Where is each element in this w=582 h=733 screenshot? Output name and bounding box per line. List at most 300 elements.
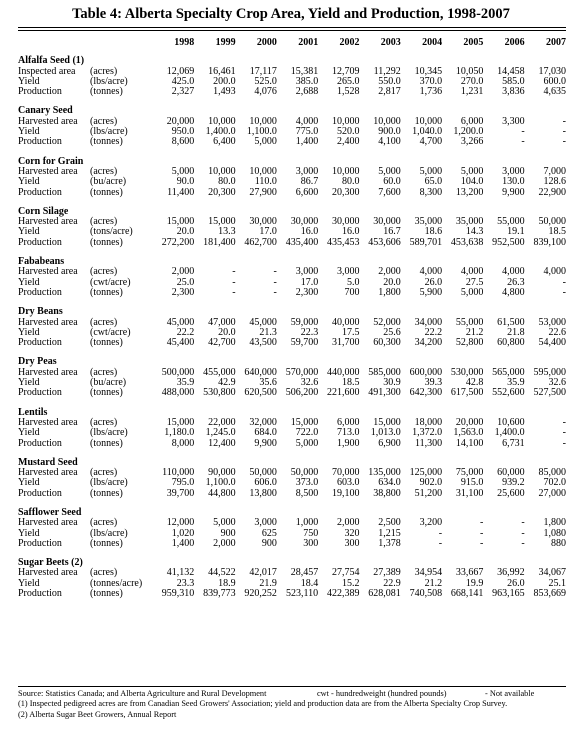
data-cell: 12,709 (331, 65, 360, 77)
data-cell: 20,000 (166, 115, 195, 127)
data-cell: 18.6 (424, 226, 443, 238)
section-spacer (18, 97, 566, 104)
data-cell: 4,076 (254, 86, 277, 98)
data-cell: 13,200 (455, 186, 484, 198)
data-cell: 453,606 (368, 236, 401, 248)
row-unit: (lbs/acre) (90, 527, 128, 539)
row-label: Yield (18, 226, 40, 238)
data-cell: 12,069 (166, 65, 195, 77)
header-blank (90, 35, 153, 54)
data-cell: 527,500 (533, 387, 566, 399)
data-cell: - (232, 286, 236, 298)
data-cell: 125,000 (409, 467, 443, 479)
row-label: Yield (18, 577, 40, 589)
data-cell: 50,000 (249, 467, 277, 479)
data-cell: - (438, 537, 443, 549)
data-cell: 12,400 (208, 437, 236, 449)
data-cell: 110,000 (162, 467, 195, 479)
data-cell: 2,000 (336, 517, 360, 529)
data-cell: 900 (261, 537, 277, 549)
row-label: Production (18, 387, 62, 399)
data-cell: 740,508 (409, 588, 443, 600)
row-label: Harvested area (18, 115, 78, 127)
data-cell: 491,300 (368, 387, 401, 399)
data-cell: 55,000 (455, 316, 484, 328)
data-cell: - (562, 115, 566, 127)
data-cell: 1,400.0 (205, 126, 236, 138)
data-cell: 52,800 (455, 337, 484, 349)
data-cell: 963,165 (492, 588, 525, 600)
data-cell: 20,300 (331, 186, 360, 198)
crop-name: Corn for Grain (18, 155, 84, 167)
data-cell: 34,200 (414, 337, 443, 349)
data-cell: 1,400 (295, 136, 319, 148)
row-unit: (acres) (90, 216, 118, 228)
data-cell: 603.0 (336, 477, 360, 489)
row-label: Harvested area (18, 266, 78, 278)
data-cell: 32.6 (300, 377, 319, 389)
data-cell: 30,000 (331, 216, 360, 228)
spacer-cell (18, 97, 566, 104)
row-label: Yield (18, 377, 40, 389)
data-cell: 702.0 (543, 477, 566, 489)
crop-name: Dry Beans (18, 306, 63, 318)
data-cell: 1,040.0 (412, 126, 443, 138)
data-cell: 20.0 (218, 326, 236, 338)
row-unit: (tonnes) (90, 537, 123, 549)
data-cell: 16,461 (208, 65, 236, 77)
year-header-2001: 2001 (298, 37, 319, 48)
data-cell: 42,700 (208, 337, 236, 349)
data-cell: - (562, 276, 566, 288)
row-unit: (acres) (90, 266, 118, 278)
crop-name: Mustard Seed (18, 456, 78, 468)
data-cell: - (562, 437, 566, 449)
row-unit: (tonnes) (90, 136, 123, 148)
data-cell: 585,000 (368, 366, 401, 378)
data-cell: 775.0 (295, 126, 319, 138)
row-label: Harvested area (18, 467, 78, 479)
data-cell: 70,000 (331, 467, 360, 479)
data-cell: 525.0 (254, 75, 277, 87)
data-cell: 44,800 (208, 487, 236, 499)
data-cell: 200.0 (213, 75, 236, 87)
crop-name: Sugar Beets (2) (18, 557, 83, 569)
row-label: Yield (18, 176, 40, 188)
data-cell: 839,773 (203, 588, 236, 600)
row-label: Harvested area (18, 517, 78, 529)
table-row (18, 137, 566, 147)
year-header-1999: 1999 (215, 37, 236, 48)
row-unit: (acres) (90, 416, 118, 428)
data-cell: 1,245.0 (205, 427, 236, 439)
data-cell: 4,100 (378, 136, 401, 148)
year-header-2007: 2007 (546, 37, 566, 48)
data-cell: 1,400.0 (494, 427, 525, 439)
data-cell: 3,836 (502, 86, 525, 98)
data-cell: 34,067 (538, 567, 566, 579)
crop-data-table (18, 35, 566, 599)
row-label: Production (18, 236, 62, 248)
data-cell: 684.0 (254, 427, 277, 439)
data-cell: 27.5 (465, 276, 484, 288)
data-cell: 370.0 (419, 75, 443, 87)
data-cell: 65.0 (424, 176, 443, 188)
data-cell: 750 (303, 527, 319, 539)
data-cell: 300 (344, 537, 360, 549)
data-cell: 853,669 (533, 588, 566, 600)
data-cell: 10,000 (249, 115, 277, 127)
data-cell: 10,000 (249, 165, 277, 177)
data-cell: 1,493 (213, 86, 236, 98)
data-cell: 272,200 (161, 236, 195, 248)
data-cell: 320 (344, 527, 360, 539)
data-cell: 2,688 (295, 86, 319, 98)
data-cell: 1,736 (419, 86, 443, 98)
row-unit: (tonnes) (90, 86, 123, 98)
data-cell: - (562, 416, 566, 428)
data-cell: 10,000 (414, 115, 443, 127)
data-cell: 60.0 (383, 176, 401, 188)
row-unit: (tonnes) (90, 387, 123, 399)
data-cell: 35.9 (507, 377, 525, 389)
row-label: Production (18, 437, 62, 449)
data-cell: - (480, 517, 484, 529)
data-cell: - (521, 517, 525, 529)
data-cell: 8,000 (171, 437, 195, 449)
data-cell: 40,000 (331, 316, 360, 328)
data-cell: 10,345 (414, 65, 443, 77)
data-cell: 570,000 (285, 366, 319, 378)
data-cell: 25.0 (176, 276, 195, 288)
data-cell: 15,000 (166, 416, 195, 428)
data-cell: 59,000 (290, 316, 319, 328)
crop-name: Corn Silage (18, 205, 69, 217)
data-cell: 10,000 (373, 115, 401, 127)
data-cell: 21.3 (259, 326, 277, 338)
data-cell: - (562, 286, 566, 298)
data-cell: 600,000 (409, 366, 443, 378)
data-cell: - (562, 136, 566, 148)
row-unit: (tonnes) (90, 487, 123, 499)
data-cell: 939.2 (502, 477, 525, 489)
data-cell: 6,400 (213, 136, 236, 148)
row-label: Harvested area (18, 316, 78, 328)
data-cell: 26.0 (507, 577, 525, 589)
data-cell: - (521, 537, 525, 549)
data-cell: 25.6 (383, 326, 401, 338)
data-cell: 952,500 (492, 236, 525, 248)
data-cell: 39,700 (166, 487, 195, 499)
spacer-cell (18, 148, 566, 155)
table-row (18, 338, 566, 348)
data-cell: 22.2 (176, 326, 195, 338)
row-label: Yield (18, 75, 40, 87)
data-cell: 42,017 (249, 567, 277, 579)
row-label: Production (18, 487, 62, 499)
data-cell: 19.9 (465, 577, 484, 589)
row-unit: (bu/acre) (90, 377, 127, 389)
section-spacer (18, 248, 566, 255)
data-cell: 959,310 (161, 588, 195, 600)
year-header-2006: 2006 (504, 37, 525, 48)
data-cell: - (232, 266, 236, 278)
data-cell: 30.9 (383, 377, 401, 389)
section-spacer (18, 499, 566, 506)
data-cell: - (521, 126, 525, 138)
row-label: Harvested area (18, 366, 78, 378)
data-cell: 33,667 (455, 567, 484, 579)
data-cell: 25.1 (548, 577, 566, 589)
data-cell: 15,381 (290, 65, 319, 77)
row-unit: (acres) (90, 467, 118, 479)
data-cell: 130.0 (502, 176, 525, 188)
data-cell: 4,000 (295, 115, 319, 127)
data-cell: 22.6 (548, 326, 566, 338)
row-label: Harvested area (18, 416, 78, 428)
data-cell: 668,141 (450, 588, 484, 600)
data-cell: 22,000 (208, 416, 236, 428)
data-cell: 700 (344, 286, 360, 298)
data-cell: 51,200 (414, 487, 443, 499)
data-cell: 18.5 (341, 377, 360, 389)
section-spacer (18, 198, 566, 205)
data-cell: 15,000 (166, 216, 195, 228)
data-cell: 41,132 (166, 567, 195, 579)
crop-section-header (18, 54, 566, 66)
data-cell: 1,528 (336, 86, 360, 98)
data-cell: 1,231 (460, 86, 484, 98)
data-cell: 5,000 (254, 136, 277, 148)
data-cell: 2,500 (378, 517, 401, 529)
row-unit: (acres) (90, 567, 118, 579)
section-spacer (18, 348, 566, 355)
data-cell: 75,000 (455, 467, 484, 479)
data-cell: 8,300 (419, 186, 443, 198)
data-cell: 500,000 (161, 366, 195, 378)
data-cell: 600.0 (543, 75, 566, 87)
data-cell: 85,000 (538, 467, 566, 479)
data-cell: 10,600 (497, 416, 525, 428)
data-cell: - (273, 276, 277, 288)
data-cell: 60,800 (497, 337, 525, 349)
data-cell: 10,000 (208, 165, 236, 177)
data-cell: 14,458 (497, 65, 525, 77)
row-unit: (lbs/acre) (90, 477, 128, 489)
row-unit: (acres) (90, 316, 118, 328)
data-cell: 27,000 (538, 487, 566, 499)
data-cell: 90,000 (208, 467, 236, 479)
data-cell: 3,200 (419, 517, 443, 529)
row-unit: (acres) (90, 517, 118, 529)
data-cell: 12,000 (166, 517, 195, 529)
data-cell: 35.9 (176, 377, 195, 389)
data-cell: 3,000 (295, 165, 319, 177)
data-cell: 6,000 (460, 115, 484, 127)
data-cell: 3,266 (460, 136, 484, 148)
row-label: Yield (18, 527, 40, 539)
table-row (18, 539, 566, 549)
row-label: Production (18, 186, 62, 198)
data-cell: 15,000 (290, 416, 319, 428)
data-cell: 30,000 (290, 216, 319, 228)
table-row (18, 439, 566, 449)
data-cell: 5,000 (295, 437, 319, 449)
table-row (18, 589, 566, 599)
data-cell: 435,453 (326, 236, 360, 248)
year-header-2004: 2004 (422, 37, 443, 48)
table-row (18, 238, 566, 248)
data-cell: 13,800 (249, 487, 277, 499)
data-cell: 60,300 (373, 337, 401, 349)
crop-section-header (18, 355, 566, 367)
footnotes (18, 689, 566, 720)
data-cell: 1,080 (543, 527, 566, 539)
data-cell: 20,300 (208, 186, 236, 198)
data-cell: 17.0 (259, 226, 277, 238)
data-cell: 8,500 (295, 487, 319, 499)
year-header-2005: 2005 (463, 37, 484, 48)
data-cell: 1,563.0 (453, 427, 484, 439)
data-cell: 22.2 (424, 326, 443, 338)
data-cell: 31,700 (331, 337, 360, 349)
data-cell: 17.0 (300, 276, 319, 288)
bottom-rule (18, 686, 566, 687)
data-cell: 6,731 (502, 437, 525, 449)
data-cell: - (438, 527, 443, 539)
data-cell: 3,300 (502, 115, 525, 127)
data-cell: 523,110 (286, 588, 319, 600)
top-rule-1 (18, 27, 566, 28)
data-cell: 104.0 (460, 176, 484, 188)
row-unit: (lbs/acre) (90, 126, 128, 138)
data-cell: 28,457 (290, 567, 319, 579)
data-cell: 422,389 (326, 588, 360, 600)
data-cell: 17,030 (538, 65, 566, 77)
data-cell: 22.9 (383, 577, 401, 589)
row-label: Production (18, 286, 62, 298)
data-cell: 86.7 (300, 176, 319, 188)
header-blank (18, 35, 90, 54)
data-cell: 4,700 (419, 136, 443, 148)
row-label: Production (18, 86, 62, 98)
row-label: Yield (18, 276, 40, 288)
data-cell: 1,800 (378, 286, 401, 298)
data-cell: 110.0 (254, 176, 277, 188)
data-cell: 17,117 (249, 65, 277, 77)
row-unit: (acres) (90, 65, 118, 77)
row-label: Production (18, 588, 62, 600)
data-cell: 550.0 (378, 75, 401, 87)
data-cell: 53,000 (538, 316, 566, 328)
year-header-row (18, 35, 566, 54)
data-cell: 18.9 (218, 577, 236, 589)
data-cell: 300 (303, 537, 319, 549)
data-cell: 31,100 (455, 487, 484, 499)
table-row (18, 388, 566, 398)
year-header-1998: 1998 (174, 37, 195, 48)
data-cell: - (562, 126, 566, 138)
spacer-cell (18, 298, 566, 305)
data-cell: - (521, 527, 525, 539)
data-cell: 27,900 (249, 186, 277, 198)
data-cell: 425.0 (171, 75, 195, 87)
data-cell: 520.0 (336, 126, 360, 138)
data-cell: 135,000 (368, 467, 401, 479)
row-unit: (acres) (90, 115, 118, 127)
data-cell: 18,000 (414, 416, 443, 428)
spacer-cell (18, 348, 566, 355)
data-cell: 30,000 (373, 216, 401, 228)
data-cell: 6,000 (336, 416, 360, 428)
data-cell: 453,638 (450, 236, 484, 248)
data-cell: 920,252 (244, 588, 277, 600)
data-cell: 585.0 (502, 75, 525, 87)
data-cell: 1,200.0 (453, 126, 484, 138)
data-cell: 270.0 (460, 75, 484, 87)
data-cell: 795.0 (171, 477, 195, 489)
data-cell: 80.0 (218, 176, 236, 188)
source-note: Source: Statistics Canada; and Alberta Agriculture and Rural Development (18, 689, 267, 698)
data-cell: 32.6 (548, 377, 566, 389)
crop-name: Alfalfa Seed (1) (18, 55, 85, 67)
data-cell: 1,013.0 (370, 427, 401, 439)
data-cell: 10,000 (208, 115, 236, 127)
data-cell: 20.0 (383, 276, 401, 288)
data-cell: 642,300 (409, 387, 443, 399)
row-label: Harvested area (18, 567, 78, 579)
data-cell: 4,000 (543, 266, 566, 278)
data-cell: - (273, 266, 277, 278)
data-cell: 462,700 (244, 236, 277, 248)
data-cell: 620,500 (244, 387, 277, 399)
table-row (18, 87, 566, 97)
data-cell: 1,180.0 (164, 427, 195, 439)
section-spacer (18, 298, 566, 305)
data-cell: 552,600 (492, 387, 525, 399)
spacer-cell (18, 449, 566, 456)
data-cell: 50,000 (538, 216, 566, 228)
data-cell: 20,000 (455, 416, 484, 428)
data-cell: 5,000 (378, 165, 401, 177)
data-cell: 3,000 (295, 266, 319, 278)
data-cell: 181,400 (203, 236, 236, 248)
row-unit: (acres) (90, 165, 118, 177)
data-cell: 22,900 (538, 186, 566, 198)
data-cell: 880 (551, 537, 566, 549)
data-cell: - (521, 136, 525, 148)
table-row (18, 428, 566, 438)
data-cell: 1,900 (336, 437, 360, 449)
row-label: Production (18, 337, 62, 349)
data-cell: 2,327 (171, 86, 195, 98)
data-cell: 80.0 (341, 176, 360, 188)
data-cell: 7,600 (378, 186, 401, 198)
data-cell: 595,000 (533, 366, 566, 378)
data-cell: 128.6 (543, 176, 566, 188)
data-cell: 5.0 (346, 276, 360, 288)
data-cell: 11,292 (373, 65, 401, 77)
data-cell: - (480, 537, 484, 549)
row-label: Yield (18, 427, 40, 439)
data-cell: 1,100.0 (246, 126, 277, 138)
data-cell: 530,800 (203, 387, 236, 399)
data-cell: 950.0 (171, 126, 195, 138)
data-cell: 35,000 (455, 216, 484, 228)
not-available-note: - Not available (485, 689, 535, 698)
data-cell: - (480, 527, 484, 539)
data-cell: 34,954 (414, 567, 443, 579)
